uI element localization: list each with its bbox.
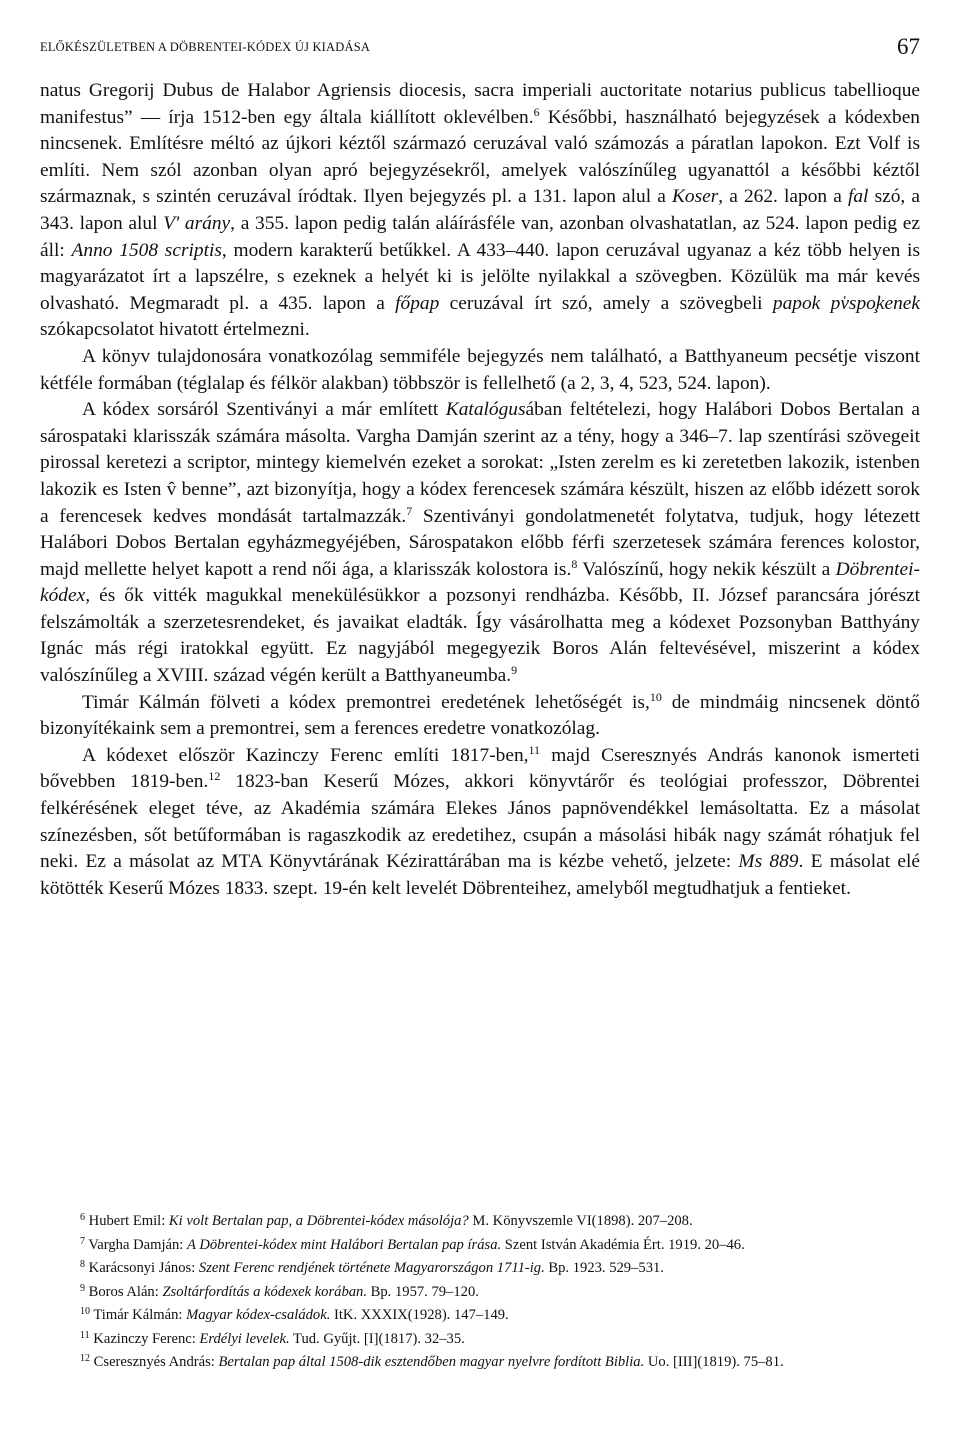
paragraph-4: Timár Kálmán fölveti a kódex premontrei eredetének lehetőségét is,$^{10}$ de mindmáig nincsenek döntő bizonyítékaink sem a premontrei, sem a ferences eredetre vonatkozólag. [40,689,920,740]
footnotes [40,1210,920,1375]
page-number: 67 [897,34,920,59]
footnote-ref-9: 9 [511,663,518,678]
footnote: $^{10}$ Timár Kálmán: Magyar kódex-családok. ItK. XXXIX(1928). 147–149. [80,1306,509,1323]
paragraph-3: A kódex sorsáról Szentiványi a már említett Katalógusában feltételezi, hogy Halábori Dobos Bertalan a sárospataki klarisszák számára másolta. Vargha Damján szerint az a tény, hogy a 346–7. lap szentírási szövegeit pirossal keretezi a scriptor, mintegy kiemelvén ezeket a sorokat: „Isten zerelm es ki zeretetben lakozik, istenben lakozik es Isten v̂ benne”, azt bizonyítja, hogy a kódex ferencesek számára készült, hiszen az előbb idézett sorok a ferencesek kedves mondását tartalmazzák.$^7$ Szentiványi gondolatmenetét folytatva, tudjuk, hogy létezett Halábori Dobos Bertalan egyházmegyéjében, Sárospatakon előbb férfi szerzetesek számára ferences kolostor, majd mellette helyet kapott a rend női ága, a klarisszák kolostora is.$^8$ Valószínű, hogy nekik készült a Döbrentei-kódex, és ők vitték magukkal menekülésükkor a pozsonyi rendházba. Később, II. József parancsára jórészt felszámolták a szerzetesrendeket, és javaikat eladták. Így vásárolhatta meg a kódexet Pozsonyban Batthyány Ignác más régi iratokkal együtt. Ez nagyjából megegyezik Boros Alán feltevésével, miszerint a kódex valószínűleg a XVIII. század végén került a Batthyaneumba.$^9$ [40,399,920,687]
footnote: $^{11}$ Kazinczy Ferenc: Erdélyi levelek. Tud. Gyűjt. [I](1817). 32–35. [80,1329,465,1347]
footnote-number: 8 [80,1259,85,1270]
footnote: $^9$ Boros Alán: Zsoltárfordítás a kódexek korában. Bp. 1957. 79–120. [80,1282,479,1300]
footnote: $^6$ Hubert Emil: Ki volt Bertalan pap, a Döbrentei-kódex másolója? M. Könyvszemle VI(1898). 207–208. [80,1212,693,1229]
main-text [40,78,920,902]
footnote-ref-7: 7 [406,503,413,518]
running-head [40,34,920,64]
footnote: $^7$ Vargha Damján: A Döbrentei-kódex mint Halábori Bertalan pap írása. Szent István Akadémia Ért. 1919. 20–46. [80,1235,745,1253]
footnote: $^8$ Karácsonyi János: Szent Ferenc rendjének története Magyarországon 1711-ig. Bp. 1923. 529–531. [80,1259,664,1276]
footnote-ref-8: 8 [571,556,578,571]
footnote-number: 10 [80,1306,90,1317]
footnote-number: 6 [80,1212,85,1223]
footnote-ref-12: 12 [208,769,221,784]
footnote-number: 12 [80,1353,90,1364]
footnote-number: 9 [80,1282,85,1294]
paragraph-2: A könyv tulajdonosára vonatkozólag semmiféle bejegyzés nem található, a Batthyaneum pecsétje viszont kétféle formában (téglalap és félkör alakban) többször is fellelhető (a 2, 3, 4, 523, 524. lapon). [40,345,920,394]
paragraph-1: natus Gregorij Dubus de Halabor Agriensis diocesis, sacra imperiali auctoritate notarius publicus tabellioque manifestus” — írja 1512-ben egy általa kiállított oklevélben.$^6$ Későbbi, használható bejegyzések a kódexben nincsenek. Említésre méltó az újkori kéztől származó ceruzával való számozás a páratlan lapokon. Ezt Volf is említi. Nem szól azonban olyan apró bejegyzésekről, amelyek valószínűleg ugyanattól a későbbi kéztől származnak, s szintén ceruzával íródtak. Ilyen bejegyzés pl. a 131. lapon alul a Koser, a 262. lapon a fal szó, a 343. lapon alul V' arány, a 355. lapon pedig talán aláírásféle van, azonban olvashatatlan, az 524. lapon pedig ez áll: Anno 1508 scriptis, modern karakterű betűkkel. A 433–440. lapon ceruzával ugyanaz a kéz több helyen is magyarázatot írt a lapszélre, s ezeknek a helyét ki is jelölte nyilakkal a szövegben. Közülük ma már kevés olvasható. Megmaradt pl. a 435. lapon a főpap ceruzával írt szó, amely a szövegbeli papok pv̍spo̧kenek szókapcsolatot hivatott értelmezni. [40,80,921,341]
footnote-ref-11: 11 [528,742,541,757]
footnote-ref-6: 6 [533,104,540,119]
paragraph-5: A kódexet először Kazinczy Ferenc említi 1817-ben,$^{11}$ majd Cseresznyés András kanonok ismerteti bővebben 1819-ben.$^{12}$ 1823-ban Keserű Mózes, akkori könyvtárőr és teológiai professzor, Döbrentei felkérésének eleget téve, az Akadémia számára Elekes János papnövendékkel lemásoltatta. Ez a másolat színezésben, sőt betűformában is ragaszkodik az eredetihez, csupán a másolási hibák nagy számát róhatjuk fel neki. Ez a másolat az MTA Könyvtárának Kézirattárában ma is kézbe vehető, jelzete: Ms 889. E másolat elé kötötték Keserű Mózes 1833. szept. 19-én kelt levelét Döbrenteihez, amelyből megtudhatjuk a fentieket. [40,742,921,899]
footnote-ref-10: 10 [649,689,662,704]
footnote: $^{12}$ Cseresznyés András: Bertalan pap által 1508-dik esztendőben magyar nyelvre fordított Biblia. Uo. [III](1819). 75–81. [80,1353,784,1370]
footnote-number: 11 [80,1329,90,1341]
footnote-number: 7 [80,1235,85,1247]
running-title: ELŐKÉSZÜLETBEN A DÖBRENTEI-KÓDEX ÚJ KIADÁSA [40,40,371,54]
